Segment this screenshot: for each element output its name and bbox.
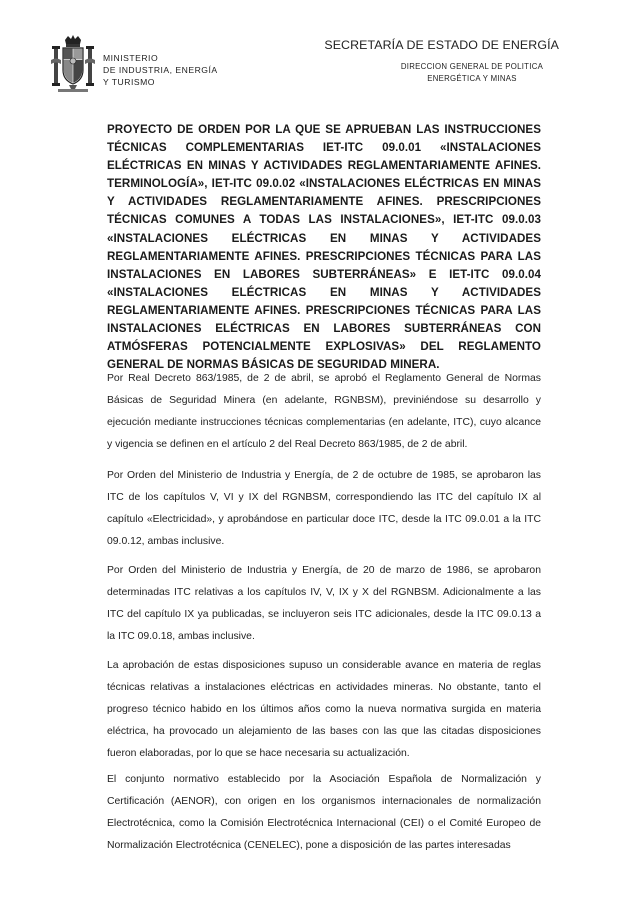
- ministry-line-1: MINISTERIO: [103, 53, 159, 63]
- document-title: PROYECTO DE ORDEN POR LA QUE SE APRUEBAN LAS INSTRUCCIONES TÉCNICAS COMPLEMENTARIAS IET-ITC 09.0.01 «INSTALACIONES ELÉCTRICAS EN MINAS Y ACTIVIDADES REGLAMENTARIAMENTE AFINES. TERMINOLOGÍA», IET-ITC 09.0.02 «INSTALACIONES ELÉCTRICAS EN MINAS Y ACTIVIDADES REGLAMENTARIAMENTE AFINES. PRESCRIPCIONES TÉCNICAS COMUNES A TODAS LAS INSTALACIONES», IET-ITC 09.0.03 «INSTALACIONES ELÉCTRICAS EN MINAS Y ACTIVIDADES REGLAMENTARIAMENTE AFINES. PRESCRIPCIONES TÉCNICAS PARA LAS INSTALACIONES EN LABORES SUBTERRÁNEAS» E IET-ITC 09.0.04 «INSTALACIONES ELÉCTRICAS EN MINAS Y ACTIVIDADES REGLAMENTARIAMENTE AFINES. PRESCRIPCIONES TÉCNICAS PARA LAS INSTALACIONES ELÉCTRICAS EN LABORES SUBTERRÁNEAS CON ATMÓSFERAS POTENCIALMENTE EXPLOSIVAS» DEL REGLAMENTO GENERAL DE NORMAS BÁSICAS DE SEGURIDAD MINERA.: [107, 123, 541, 372]
- paragraph-4: La aprobación de estas disposiciones supuso un considerable avance en materia de reglas técnicas relativas a instalaciones eléctricas en actividades mineras. No obstante, tanto el progreso técnico habido en los últimos años como la nueva normativa surgida en materia eléctrica, ha provocado un alejamiento de las bases con las que las citadas disposiciones fueron elaboradas, por lo que se hace necesaria su actualización.: [107, 660, 541, 759]
- ministry-line-3: Y TURISMO: [103, 77, 155, 87]
- paragraph-1: Por Real Decreto 863/1985, de 2 de abril, se aprobó el Reglamento General de Normas Básicas de Seguridad Minera (en adelante, RGNBSM), previniéndose su desarrollo y ejecución mediante instrucciones técnicas complementarias (en adelante, ITC), cuyo alcance y vigencia se definen en el artículo 2 del Real Decreto 863/1985, de 2 de abril.: [107, 373, 541, 450]
- direccion-line-1: DIRECCION GENERAL DE POLITICA: [400, 62, 544, 71]
- paragraph-3: Por Orden del Ministerio de Industria y Energía, de 20 de marzo de 1986, se aprobaron determinadas ITC relativas a los capítulos IV, V, IX y X del RGNBSM. Adicionalmente a las ITC del capítulo IX ya publicadas, se incluyeron seis ITC adicionales, desde la ITC 09.0.13 a la ITC 09.0.18, ambas inclusive.: [107, 565, 541, 642]
- direccion-general: [372, 61, 572, 85]
- direccion-line-2: ENERGÉTICA Y MINAS: [427, 74, 517, 83]
- coat-of-arms-icon: [50, 34, 96, 94]
- paragraph-5: El conjunto normativo establecido por la Asociación Española de Normalización y Certificación (AENOR), con origen en los organismos internacionales de normalización Electrotécnica, como la Comisión Electrotécnica Internacional (CEI) o el Comité Europeo de Normalización Electrotécnica (CENELEC), pone a disposición de las partes interesadas: [107, 774, 541, 851]
- paragraph-2: Por Orden del Ministerio de Industria y Energía, de 2 de octubre de 1985, se aprobaron las ITC de los capítulos V, VI y IX del RGNBSM, correspondiendo las ITC del capítulo IX al capítulo «Electricidad», y aprobándose en particular doce ITC, desde la ITC 09.0.01 a la ITC 09.0.12, ambas inclusive.: [107, 470, 541, 547]
- ministry-line-2: DE INDUSTRIA, ENERGÍA: [103, 65, 218, 75]
- ministry-name: [103, 52, 218, 88]
- secretaria-heading: SECRETARÍA DE ESTADO DE ENERGÍA: [324, 38, 559, 52]
